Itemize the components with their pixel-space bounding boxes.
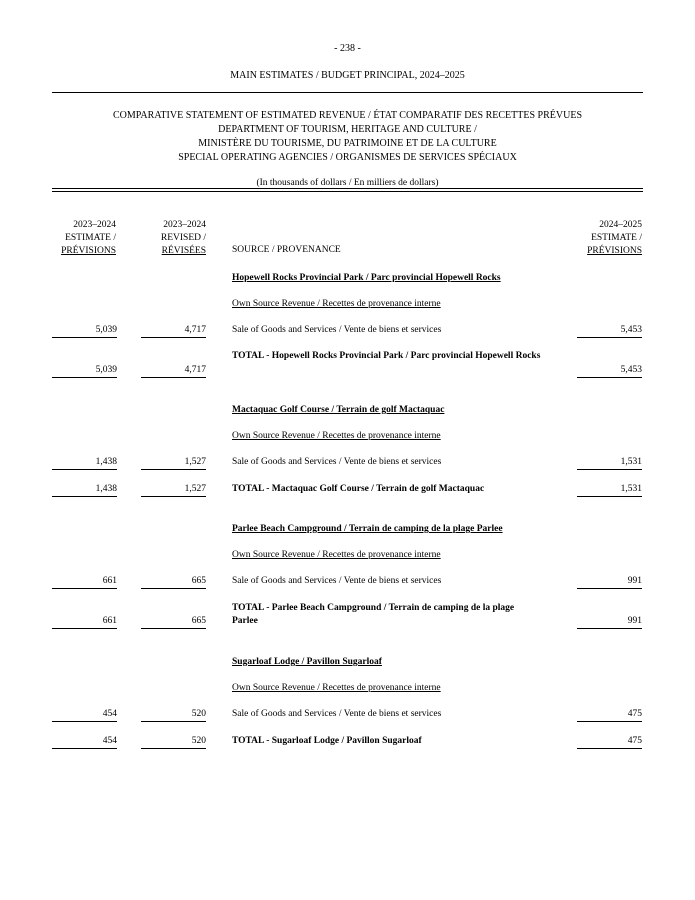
- column-header-estimate-2023: 2023–2024 ESTIMATE / PRÉVISIONS: [61, 220, 116, 256]
- total-estimate-2024: 1,531: [577, 483, 642, 497]
- section-title: Parlee Beach Campground / Terrain de camping de la plage Parlee: [232, 524, 503, 534]
- line-estimate-2024: 5,453: [577, 324, 642, 338]
- revenue-category: Own Source Revenue / Recettes de provenance interne: [232, 683, 441, 693]
- line-estimate-2023: 661: [52, 575, 117, 589]
- total-estimate-2023: 454: [52, 735, 117, 749]
- column-header-revised-2023: 2023–2024 REVISED / RÉVISÉES: [160, 220, 206, 256]
- title-line-4: SPECIAL OPERATING AGENCIES / ORGANISMES DE SERVICES SPÉCIAUX: [178, 152, 517, 163]
- units-note: (In thousands of dollars / En milliers de dollars): [256, 178, 439, 188]
- revenue-category: Own Source Revenue / Recettes de provenance interne: [232, 299, 441, 309]
- line-estimate-2023: 1,438: [52, 456, 117, 470]
- line-revised-2023: 520: [141, 708, 206, 722]
- page-number: - 238 -: [334, 43, 361, 54]
- column-header-estimate-2024: 2024–2025 ESTIMATE / PRÉVISIONS: [587, 220, 642, 256]
- line-label: Sale of Goods and Services / Vente de biens et services: [232, 325, 442, 335]
- total-label: TOTAL - Hopewell Rocks Provincial Park / Parc provincial Hopewell Rocks: [232, 351, 541, 361]
- line-label: Sale of Goods and Services / Vente de biens et services: [232, 709, 442, 719]
- line-label: Sale of Goods and Services / Vente de biens et services: [232, 457, 442, 467]
- total-estimate-2024: 991: [577, 615, 642, 629]
- total-label: TOTAL - Parlee Beach Campground / Terrain de camping de la plage Parlee: [232, 603, 515, 626]
- total-revised-2023: 665: [141, 615, 206, 629]
- column-header-source: SOURCE / PROVENANCE: [232, 245, 341, 255]
- total-estimate-2023: 1,438: [52, 483, 117, 497]
- line-revised-2023: 665: [141, 575, 206, 589]
- total-estimate-2024: 475: [577, 735, 642, 749]
- revenue-category: Own Source Revenue / Recettes de provenance interne: [232, 431, 441, 441]
- line-estimate-2023: 454: [52, 708, 117, 722]
- total-revised-2023: 520: [141, 735, 206, 749]
- line-estimate-2023: 5,039: [52, 324, 117, 338]
- header-rule: [52, 92, 643, 93]
- line-revised-2023: 1,527: [141, 456, 206, 470]
- line-label: Sale of Goods and Services / Vente de biens et services: [232, 576, 442, 586]
- total-revised-2023: 4,717: [141, 364, 206, 378]
- line-revised-2023: 4,717: [141, 324, 206, 338]
- statement-title: [0, 109, 695, 165]
- total-estimate-2023: 5,039: [52, 364, 117, 378]
- total-label: TOTAL - Sugarloaf Lodge / Pavillon Sugarloaf: [232, 736, 422, 746]
- total-label: TOTAL - Mactaquac Golf Course / Terrain de golf Mactaquac: [232, 484, 485, 494]
- line-estimate-2024: 475: [577, 708, 642, 722]
- total-estimate-2023: 661: [52, 615, 117, 629]
- section-title: Hopewell Rocks Provincial Park / Parc provincial Hopewell Rocks: [232, 273, 501, 283]
- section-title: Mactaquac Golf Course / Terrain de golf Mactaquac: [232, 405, 445, 415]
- revenue-category: Own Source Revenue / Recettes de provenance interne: [232, 550, 441, 560]
- title-line-3: MINISTÈRE DU TOURISME, DU PATRIMOINE ET DE LA CULTURE: [198, 138, 497, 149]
- title-line-1: COMPARATIVE STATEMENT OF ESTIMATED REVENUE / ÉTAT COMPARATIF DES RECETTES PRÉVUES: [113, 110, 582, 121]
- line-estimate-2024: 991: [577, 575, 642, 589]
- total-revised-2023: 1,527: [141, 483, 206, 497]
- section-title: Sugarloaf Lodge / Pavillon Sugarloaf: [232, 657, 382, 667]
- title-double-rule: [52, 188, 643, 192]
- running-head: MAIN ESTIMATES / BUDGET PRINCIPAL, 2024–2025: [230, 70, 465, 81]
- line-estimate-2024: 1,531: [577, 456, 642, 470]
- title-line-2: DEPARTMENT OF TOURISM, HERITAGE AND CULTURE /: [218, 124, 477, 135]
- total-estimate-2024: 5,453: [577, 364, 642, 378]
